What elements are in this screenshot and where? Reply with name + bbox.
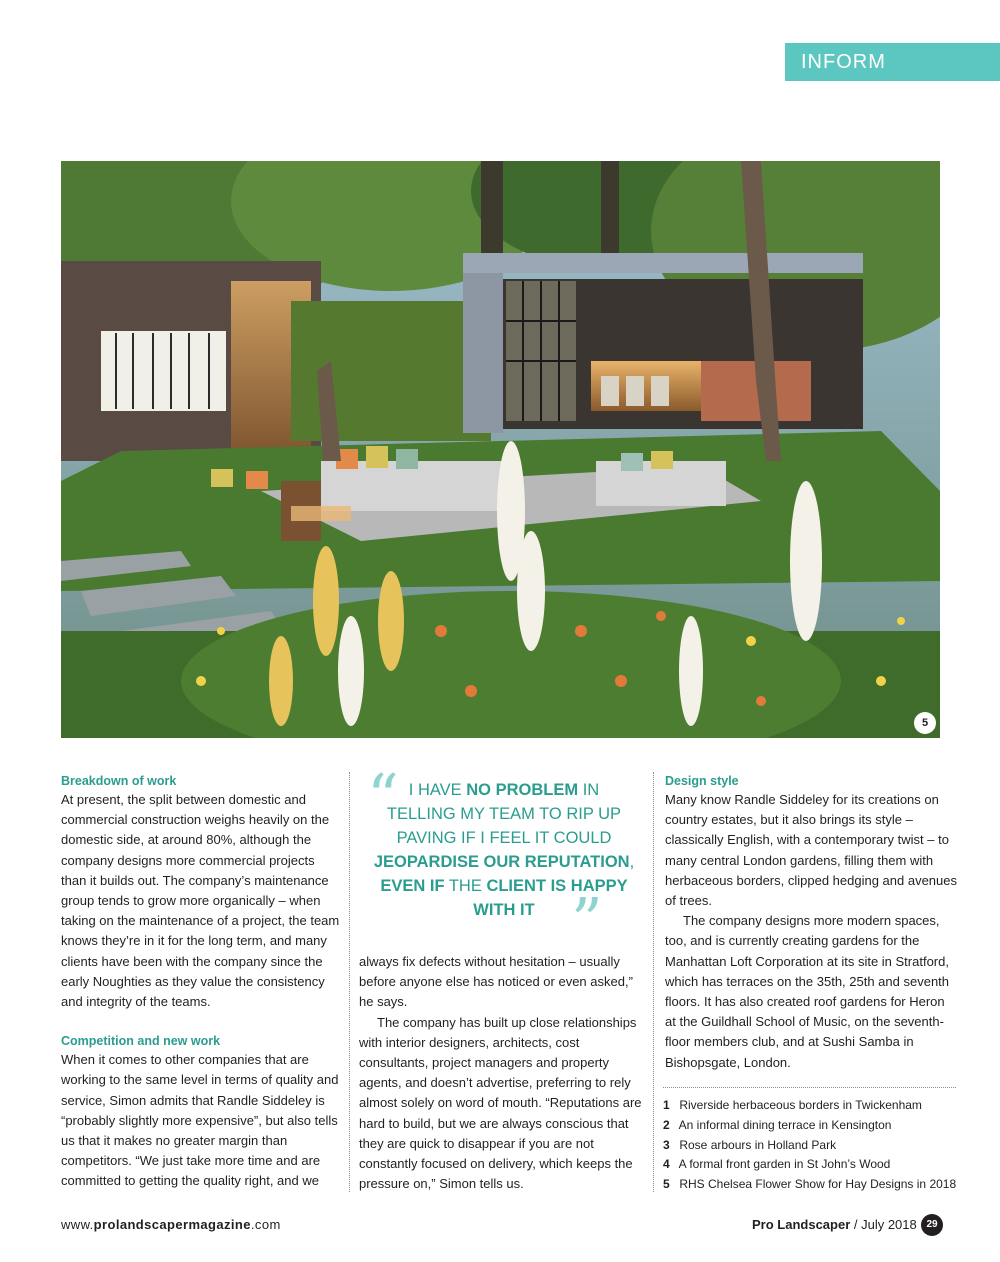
garden-photo <box>61 161 940 738</box>
photo-number-badge: 5 <box>914 712 936 734</box>
url-prefix: www. <box>61 1217 94 1232</box>
quote-close-mark: ” <box>571 884 603 957</box>
column-divider-1 <box>349 772 350 1192</box>
quote-bold-4: CLIENT IS HAPPY WITH IT <box>473 877 628 919</box>
quote-bold-1: NO PROBLEM <box>466 781 579 799</box>
caption-number: 1 <box>663 1098 670 1112</box>
url-suffix: .com <box>250 1217 281 1232</box>
paragraph-breakdown: At present, the split between domestic and commercial construction weighs heavily on the domestic side, at around 80%, although the company designs more commercial projects than it builds out. The company’s maintenance group tends to grow more organically – when taking on the maintenance of a project, the team knows they’re in it for the long term, and many clients have been with the company since the early Noughties as they value the consistency and integrity of the teams. <box>61 792 340 1010</box>
quote-bold-2: JEOPARDISE OUR REPUTATION <box>373 853 630 871</box>
quote-part-4: THE <box>444 877 487 895</box>
caption-text: A formal front garden in St John’s Wood <box>678 1157 891 1172</box>
quote-part-3: , <box>629 853 635 871</box>
caption-text: Rose arbours in Holland Park <box>679 1137 837 1152</box>
quote-open-mark: “ <box>367 760 399 833</box>
column-left <box>61 772 341 1192</box>
page-number: 29 <box>921 1214 943 1236</box>
footer-url[interactable] <box>61 1217 281 1232</box>
quote-part-2: IN TELLING MY TEAM TO RIP UP PAVING IF I FEEL IT COULD <box>386 781 622 847</box>
paragraph-modern-spaces: The company designs more modern spaces, too, and is currently creating gardens for the Manhattan Loft Corporation at its site in Stratford, which has terraces on the 35th, 25th and seventh floors. It has also created roof gardens for Heron at the Guildhall School of Music, on the seventh-floor members club, and at Sushi Samba in Bishopsgate, London. <box>665 913 950 1070</box>
caption-number: 2 <box>663 1117 670 1132</box>
caption-number: 5 <box>663 1177 670 1192</box>
garden-photo-illustration <box>61 161 940 738</box>
issue-date: / July 2018 <box>850 1217 917 1232</box>
section-label: INFORM <box>801 51 886 73</box>
paragraph-defects: always fix defects without hesitation – usually before anyone else has noticed or even asked,” he says. <box>359 954 633 1010</box>
url-domain: prolandscapermagazine <box>93 1217 251 1232</box>
caption-item <box>663 1136 963 1156</box>
footer-issue <box>752 1217 917 1232</box>
caption-item <box>663 1175 963 1195</box>
paragraph-design-style: Many know Randle Siddeley for its creations on country estates, but it also brings its style – classically English, with a contemporary twist – to many central London gardens, filling them with herbaceous borders, clipped hedging and avenues of trees. <box>665 792 957 909</box>
column-right <box>665 772 957 1073</box>
pull-quote <box>359 760 642 957</box>
caption-item <box>663 1155 963 1175</box>
caption-number: 4 <box>663 1157 670 1172</box>
heading-breakdown-of-work: Breakdown of work <box>61 774 177 788</box>
caption-item <box>663 1096 963 1116</box>
paragraph-competition: When it comes to other companies that are working to the same level in terms of quality and service, Simon admits that Randle Siddeley is “probably slightly more expensive”, but also tells us that it makes no greater margin than competitors. “We just take more time and are committed to getting the quality right, and we <box>61 1052 339 1189</box>
column-divider-2 <box>653 772 654 1192</box>
caption-item <box>663 1116 963 1136</box>
heading-design-style: Design style <box>665 774 739 788</box>
caption-text: An informal dining terrace in Kensington <box>678 1117 892 1132</box>
caption-number: 3 <box>663 1137 670 1152</box>
caption-list <box>663 1096 963 1195</box>
quote-bold-3: EVEN IF <box>380 877 445 895</box>
magazine-name: Pro Landscaper <box>752 1217 851 1232</box>
column-middle <box>359 952 642 1194</box>
paragraph-relationships: The company has built up close relationships with interior designers, architects, cost consultants, project managers and property agents, and doesn’t advertise, preferring to rely almost solely on word of mouth. “Reputations are hard to build, but we are always conscious that they are quick to disappear if you are not constantly focused on delivery, which keeps the pressure on,” Simon tells us. <box>359 1014 642 1192</box>
heading-competition: Competition and new work <box>61 1034 221 1049</box>
caption-text: RHS Chelsea Flower Show for Hay Designs in 2018 <box>679 1177 957 1192</box>
section-tab <box>785 43 1000 81</box>
quote-part-1: I HAVE <box>408 781 467 799</box>
caption-text: Riverside herbaceous borders in Twickenham <box>679 1098 922 1112</box>
captions-divider <box>663 1087 956 1088</box>
